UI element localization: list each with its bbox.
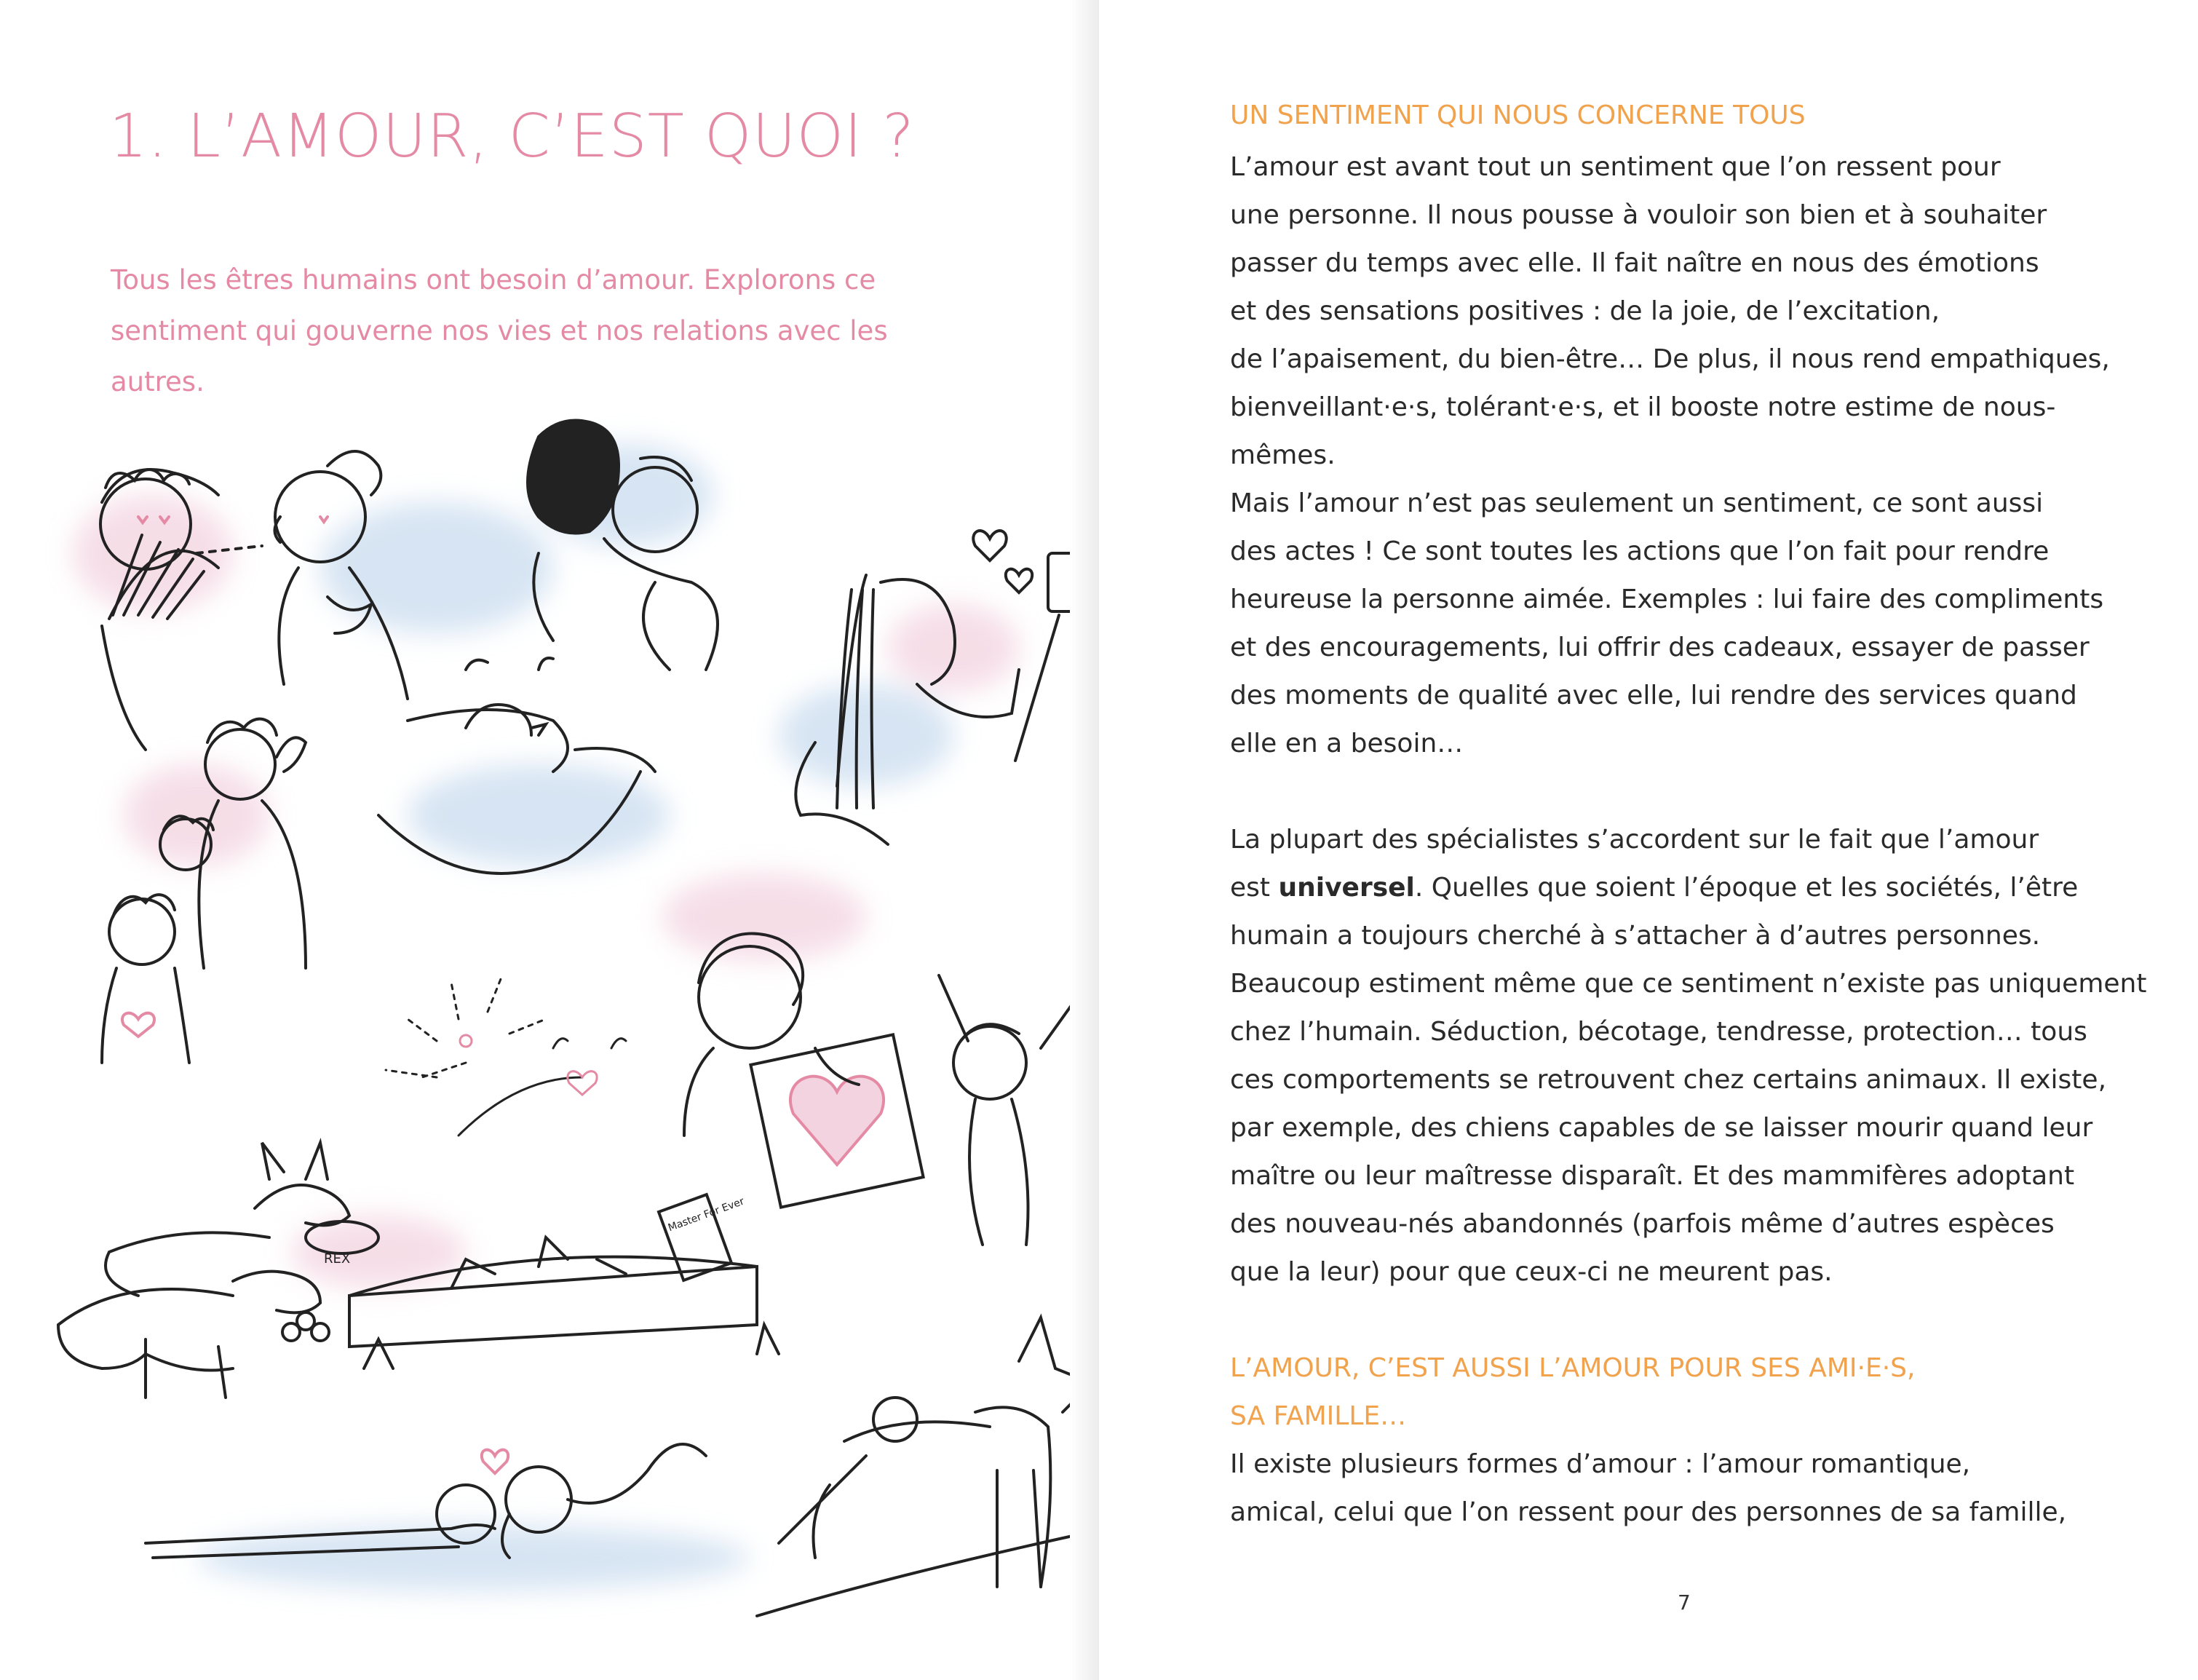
page-number: 7	[1678, 1590, 1691, 1614]
section1-paragraph2	[1230, 816, 2147, 1296]
keyword-universel: universel	[1278, 873, 1415, 903]
section2-heading-line1: L’AMOUR, C’EST AUSSI L’AMOUR POUR SES AMI·E·S,	[1230, 1353, 1916, 1383]
chapter-title: 1. L’AMOUR, C’EST QUOI ?	[109, 102, 915, 171]
chapter-intro: Tous les êtres humains ont besoin d’amour. Explorons ce sentiment qui gouverne nos vies et nos relations avec les autres.	[111, 264, 888, 397]
section1-paragraph1: L’amour est avant tout un sentiment que l’on ressent pour une personne. Il nous pousse à vouloir son bien et à souhaiter passer du temps avec elle. Il fait naître en nous des émotions et des sensations positives : de la joie, de l’excitation, de l’apaisement, du bien-être… De plus, il nous rend empathiques, bienveillant·e·s, tolérant·e·s, et il booste notre estime de nous-mêmes. Mais l’amour n’est pas seulement un sentiment, ce sont aussi des actes ! Ce sont toutes les actions que l’on fait pour rendre heureuse la personne aimée. Exemples : lui faire des compliments et des encouragements, lui offrir des cadeaux, essayer de passer des moments de qualité avec elle, lui rendre des services quand elle en a besoin…	[1230, 152, 2110, 758]
section2-paragraph: Il existe plusieurs formes d’amour : l’amour romantique, amical, celui que l’on ressent pour des personnes de sa famille,	[1230, 1449, 2067, 1527]
section1-heading: UN SENTIMENT QUI NOUS CONCERNE TOUS	[1230, 100, 1806, 130]
paragraph-gap	[1230, 1296, 2147, 1344]
heart-stamp-drawing	[684, 934, 924, 1208]
watercolor-washes	[73, 444, 1019, 1590]
section2-heading	[1230, 1344, 2147, 1441]
wolf-with-child-drawing	[757, 1318, 1106, 1616]
grave-sign-text: Master For Ever	[666, 1195, 746, 1235]
para2-text-after: . Quelles que soient l’époque et les sociétés, l’être humain a toujours cherché à s’attacher à d’autres personnes. Beaucoup estiment même que ce sentiment n’existe pas uniquement chez l’humain. Séduction, bécotage, tendresse, protection… tous ces comportements se retrouvent chez certains animaux. Il existe, par exemple, des chiens capables de se laisser mourir quand leur maître ou leur maîtresse disparaît. Et des mammifères adoptant des nouveau-nés abandonnés (parfois même d’autres espèces que la leur) pour que ceux-ci ne meurent pas.	[1230, 873, 2147, 1287]
para2-text-before: La plupart des spécialistes s’accordent sur le fait que l’amour est	[1230, 825, 2039, 903]
section2-heading-line2: SA FAMILLE…	[1230, 1401, 1407, 1431]
love-illustration	[29, 408, 1121, 1645]
right-page-content	[1230, 98, 2147, 1537]
paragraph-gap	[1230, 768, 2147, 816]
fireworks-drawing	[386, 975, 626, 1136]
food-bowl-label: REX	[324, 1251, 351, 1267]
